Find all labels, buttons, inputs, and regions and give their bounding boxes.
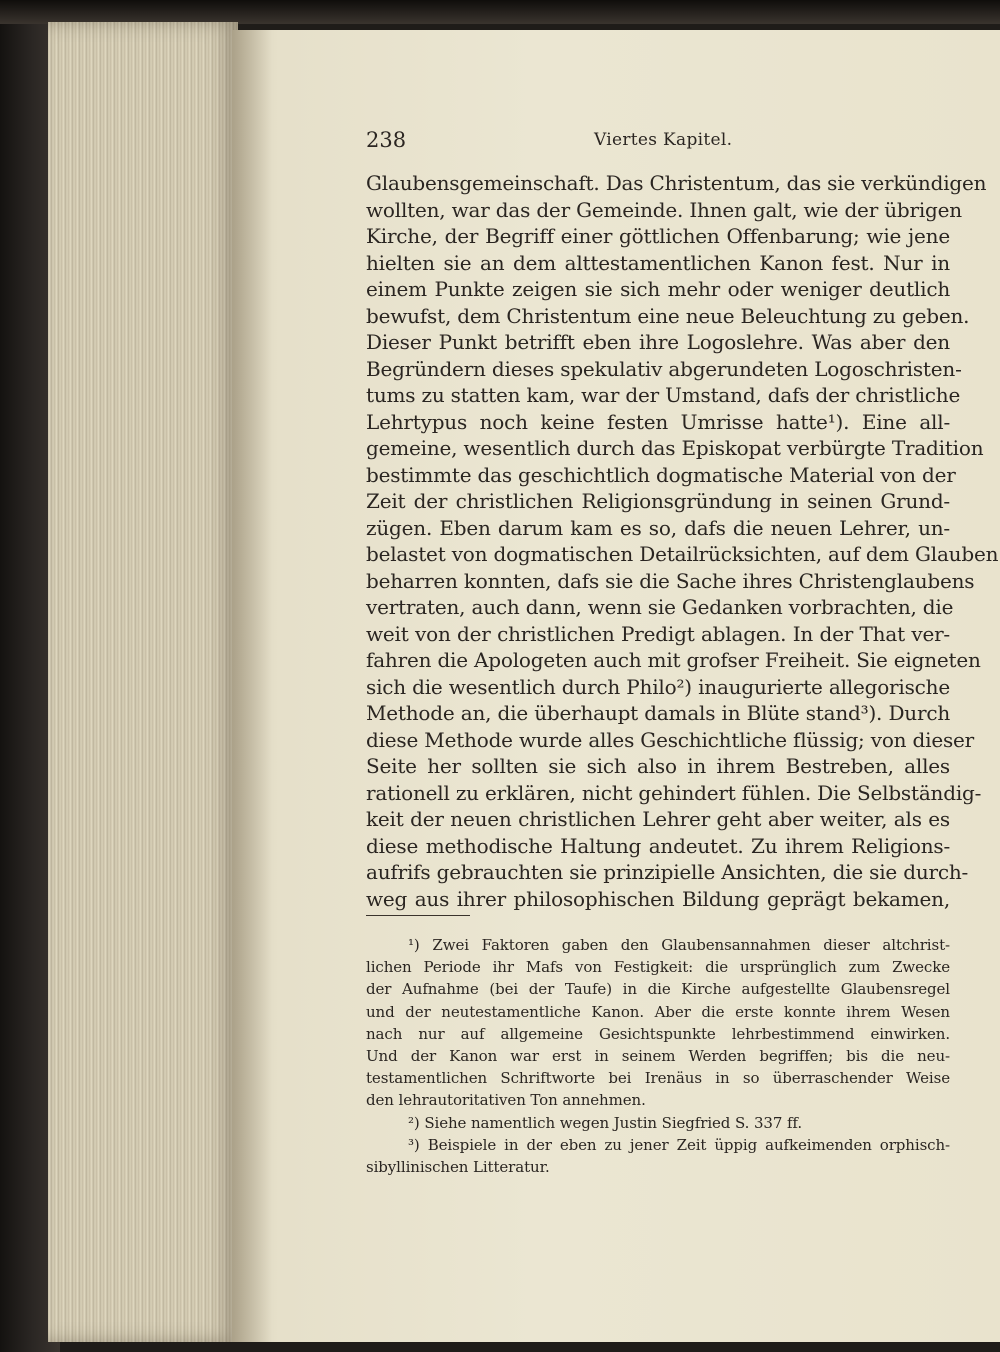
body-line: Begründern dieses spekulativ abgerundeten Logoschristen- bbox=[366, 356, 962, 381]
footnote-line: und der neutestamentliche Kanon. Aber die erste konnte ihrem Wesen bbox=[366, 1002, 950, 1021]
body-line: Methode an, die überhaupt damals in Blüte stand³). Durch bbox=[366, 701, 950, 725]
body-line: tums zu statten kam, war der Umstand, dafs der christliche bbox=[366, 383, 961, 407]
body-line: zügen. Eben darum kam es so, dafs die neuen Lehrer, un- bbox=[366, 515, 950, 540]
footnote-line: testamentlichen Schriftworte bei Irenäus in so überraschender Weise bbox=[366, 1069, 950, 1088]
body-line: Glaubensgemeinschaft. Das Christentum, das sie verkündigen bbox=[366, 171, 987, 195]
page-header bbox=[366, 128, 950, 158]
body-line: sich die wesentlich durch Philo²) inaugurierte allegorische bbox=[366, 674, 950, 699]
body-line: bestimmte das geschichtlich dogmatische Material von der bbox=[366, 462, 956, 487]
body-line: rationell zu erklären, nicht gehindert fühlen. Die Selbständig- bbox=[366, 780, 982, 805]
body-line: weit von der christlichen Predigt ablagen. In der That ver- bbox=[366, 621, 950, 646]
footnote-line: ³) Beispiele in der eben zu jener Zeit üppig aufkeimenden orphisch- bbox=[408, 1135, 950, 1154]
footnote-2 bbox=[366, 1112, 950, 1134]
body-line: vertraten, auch dann, wenn sie Gedanken vorbrachten, die bbox=[366, 595, 954, 619]
body-line: Seite her sollten sie sich also in ihrem Bestreben, alles bbox=[366, 754, 950, 778]
running-head: Viertes Kapitel. bbox=[594, 130, 733, 150]
body-line: Zeit der christlichen Religionsgründung in seinen Grund- bbox=[366, 489, 950, 513]
footnote-1 bbox=[366, 934, 950, 1112]
body-line: belastet von dogmatischen Detailrücksichten, auf dem Glauben bbox=[366, 542, 999, 566]
footnote-3 bbox=[366, 1134, 950, 1178]
body-line: Kirche, der Begriff einer göttlichen Offenbarung; wie jene bbox=[366, 224, 950, 248]
body-line: weg aus ihrer philosophischen Bildung geprägt bekamen, bbox=[366, 886, 950, 911]
body-line: beharren konnten, dafs sie die Sache ihres Christenglaubens bbox=[366, 568, 975, 593]
footnote-line: nach nur auf allgemeine Gesichtspunkte lehrbestimmend einwirken. bbox=[366, 1024, 950, 1043]
body-line: keit der neuen christlichen Lehrer geht aber weiter, als es bbox=[366, 807, 950, 831]
body-line: Lehrtypus noch keine festen Umrisse hatte¹). Eine all- bbox=[366, 409, 950, 434]
footnotes bbox=[366, 934, 950, 1178]
body-line: diese Methode wurde alles Geschichtliche flüssig; von dieser bbox=[366, 727, 975, 752]
footnote-line: Und der Kanon war erst in seinem Werden begriffen; bis die neu- bbox=[366, 1046, 950, 1065]
body-line: bewufst, dem Christentum eine neue Beleuchtung zu geben. bbox=[366, 303, 970, 328]
body-line: Dieser Punkt betrifft eben ihre Logoslehre. Was aber den bbox=[366, 330, 950, 354]
body-line: wollten, war das der Gemeinde. Ihnen galt, wie der übrigen bbox=[366, 197, 962, 222]
footnote-line: sibyllinischen Litteratur. bbox=[366, 1157, 550, 1176]
body-line: fahren die Apologeten auch mit grofser Freiheit. Sie eigneten bbox=[366, 648, 981, 672]
body-line: hielten sie an dem alttestamentlichen Kanon fest. Nur in bbox=[366, 250, 950, 275]
page-number: 238 bbox=[366, 128, 407, 152]
gutter-shadow bbox=[232, 30, 272, 1342]
body-line: aufrifs gebrauchten sie prinzipielle Ansichten, die sie durch- bbox=[366, 860, 969, 884]
footnote-line: ¹) Zwei Faktoren gaben den Glaubensannahmen dieser altchrist- bbox=[408, 936, 950, 954]
body-line: diese methodische Haltung andeutet. Zu ihrem Religions- bbox=[366, 833, 950, 858]
body-line: einem Punkte zeigen sie sich mehr oder weniger deutlich bbox=[366, 277, 950, 301]
footnote-separator bbox=[366, 915, 470, 916]
book-top-edge bbox=[0, 0, 1000, 24]
footnote-line: ²) Siehe namentlich wegen Justin Siegfried S. 337 ff. bbox=[408, 1113, 802, 1132]
body-text bbox=[366, 170, 999, 912]
page-block-edges bbox=[48, 22, 238, 1342]
body-line: gemeine, wesentlich durch das Episkopat verbürgte Tradition bbox=[366, 436, 984, 460]
footnote-line: der Aufnahme (bei der Taufe) in die Kirche aufgestellte Glaubensregel bbox=[366, 980, 950, 999]
footnote-line: den lehrautoritativen Ton annehmen. bbox=[366, 1091, 646, 1110]
footnote-line: lichen Periode ihr Mafs von Festigkeit: die ursprünglich zum Zwecke bbox=[366, 958, 950, 977]
